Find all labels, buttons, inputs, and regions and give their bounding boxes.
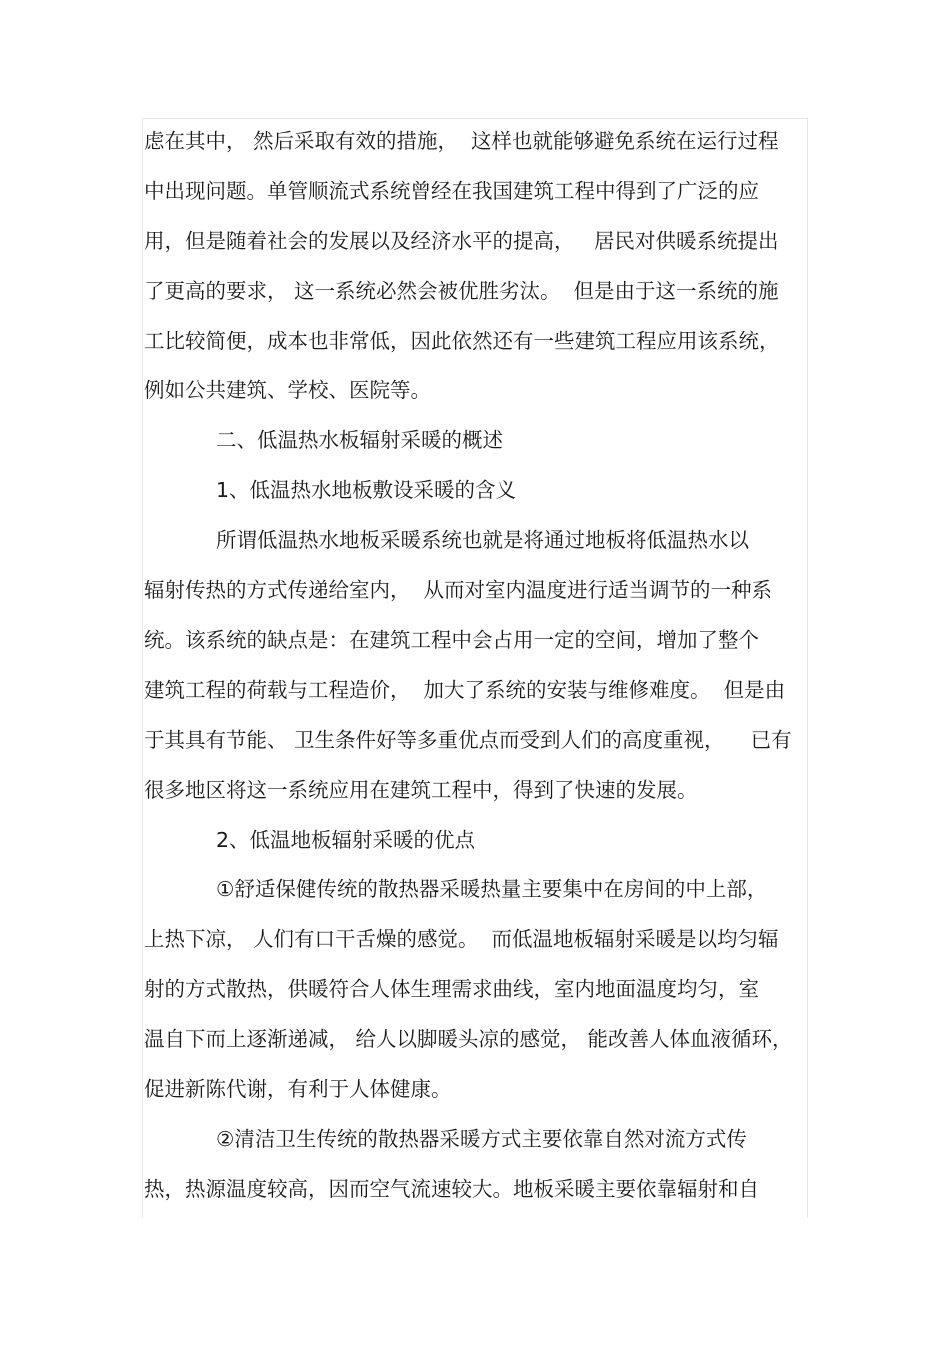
- paragraph-line: 工比较简便，成本也非常低，因此依然还有一些建筑工程应用该系统，: [144, 329, 780, 353]
- subsection-heading: 2、低温地板辐射采暖的优点: [216, 828, 476, 852]
- paragraph-line: 射的方式散热，供暖符合人体生理需求曲线，室内地面温度均匀，室: [144, 977, 759, 1001]
- paragraph-line: 热，热源温度较高，因而空气流速较大。地板采暖主要依靠辐射和自: [144, 1177, 759, 1201]
- paragraph-line: 用，但是随着社会的发展以及经济水平的提高， 居民对供暖系统提出: [144, 229, 779, 253]
- paragraph-line: 上热下凉， 人们有口干舌燥的感觉。 而低温地板辐射采暖是以均匀辐: [144, 927, 779, 951]
- paragraph-line: 统。该系统的缺点是：在建筑工程中会占用一定的空间，增加了整个: [144, 628, 759, 652]
- section-heading: 二、低温热水板辐射采暖的概述: [216, 428, 503, 452]
- paragraph-line: 促进新陈代谢，有利于人体健康。: [144, 1077, 452, 1101]
- paragraph-line: ①舒适保健传统的散热器采暖热量主要集中在房间的中上部，: [216, 877, 768, 901]
- paragraph-line: ②清洁卫生传统的散热器采暖方式主要依靠自然对流方式传: [216, 1127, 747, 1151]
- paragraph-line: 例如公共建筑、学校、医院等。: [144, 378, 431, 402]
- paragraph-line: 中出现问题。单管顺流式系统曾经在我国建筑工程中得到了广泛的应: [144, 179, 759, 203]
- paragraph-line: 很多地区将这一系统应用在建筑工程中，得到了快速的发展。: [144, 778, 698, 802]
- paragraph-line: 虑在其中， 然后采取有效的措施， 这样也就能够避免系统在运行过程: [144, 129, 779, 153]
- paragraph-line: 建筑工程的荷载与工程造价， 加大了系统的安装与维修难度。 但是由: [144, 678, 786, 702]
- subsection-heading: 1、低温热水地板敷设采暖的含义: [216, 478, 517, 502]
- paragraph-line: 所谓低温热水地板采暖系统也就是将通过地板将低温热水以: [216, 528, 749, 552]
- paragraph-line: 了更高的要求， 这一系统必然会被优胜劣汰。 但是由于这一系统的施: [144, 279, 779, 303]
- paragraph-line: 温自下而上逐渐递减， 给人以脚暖头凉的感觉， 能改善人体血液循环，: [144, 1027, 793, 1051]
- paragraph-line: 辐射传热的方式传递给室内， 从而对室内温度进行适当调节的一种系: [144, 578, 773, 602]
- paragraph-line: 于其具有节能、 卫生条件好等多重优点而受到人们的高度重视， 已有: [144, 728, 792, 752]
